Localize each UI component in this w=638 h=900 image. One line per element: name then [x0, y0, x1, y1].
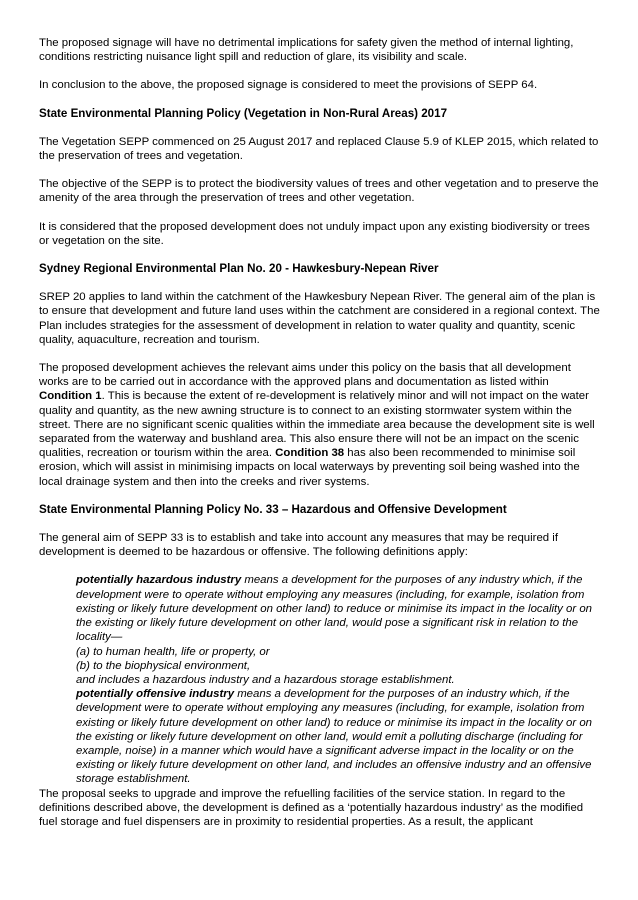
- definition-term: potentially hazardous industry: [76, 574, 242, 587]
- heading-vegetation-sepp: State Environmental Planning Policy (Vegetation in Non-Rural Areas) 2017: [39, 106, 448, 120]
- definition-term: potentially offensive industry: [76, 688, 235, 701]
- definition-text: means a development for the purposes of an industry which, if the development were to operate without employing any measures (including, for example, isolation from existing or likely future development on other land) to reduce or minimise its impact in the locality or on the existing or likely future development on other land, would emit a polluting discharge (including for example, noise) in a manner which would have a significant adverse impact in the locality or on the existing or likely future development on other land, and includes an offensive industry and an offensive storage establishment.: [76, 688, 592, 786]
- text-run: . This is because the extent of re-development is relatively minor and will not impact on the water quality and quantity, as the new awning structure is to connect to an existing stormwater system within the street. There are no significant scenic qualities within the immediate area because the development site is well separated from the waterway and bushland area. This also ensure there will not be an impact on the scenic qualities, recreation or tourism within the area.: [39, 390, 595, 460]
- paragraph-vegetation-impact: It is considered that the proposed development does not unduly impact upon any existing biodiversity or trees or vegetation on the site.: [39, 220, 590, 247]
- definition-offensive: [76, 687, 601, 786]
- document-page: [39, 36, 601, 829]
- text-run: The proposed development achieves the relevant aims under this policy on the basis that all development works are to be carried out in accordance with the approved plans and documentation as listed within: [39, 362, 571, 389]
- condition-reference: Condition 38: [275, 447, 345, 460]
- definition-hazardous: [76, 573, 601, 644]
- definition-block: [76, 573, 601, 786]
- paragraph-signage-safety: The proposed signage will have no detrimental implications for safety given the method of internal lighting, conditions restricting nuisance light spill and reduction of glare, its visibility and scale.: [39, 37, 574, 64]
- paragraph-proposal-upgrade: The proposal seeks to upgrade and improve the refuelling facilities of the service station. In regard to the definitions described above, the development is defined as a ‘potentially hazardous industry’ as the modified fuel storage and fuel dispensers are in proximity to residential properties. As a result, the applicant: [39, 787, 584, 828]
- heading-sepp33: State Environmental Planning Policy No. 33 – Hazardous and Offensive Development: [39, 502, 507, 516]
- paragraph-srep20-assessment: [39, 361, 601, 489]
- condition-reference: Condition 1: [39, 390, 102, 403]
- definition-text: means a development for the purposes of any industry which, if the development were to operate without employing any measures (including, for example, isolation from existing or likely future development on other land) to reduce or minimise its impact in the locality or on the existing or likely future development on other land, would pose a significant risk in relation to the locality—: [76, 574, 592, 644]
- heading-srep20: Sydney Regional Environmental Plan No. 20 - Hawkesbury-Nepean River: [39, 262, 439, 276]
- paragraph-srep20-applies: SREP 20 applies to land within the catchment of the Hawkesbury Nepean River. The general aim of the plan is to ensure that development and future land uses within the catchment are considered in a regional context. The Plan includes strategies for the assessment of development in relation to water quality and quantity, scenic quality, aquaculture, recreation and tourism.: [39, 291, 600, 346]
- paragraph-vegetation-commenced: The Vegetation SEPP commenced on 25 August 2017 and replaced Clause 5.9 of KLEP 2015, which related to the preservation of trees and vegetation.: [39, 135, 599, 163]
- definition-hazardous-end: and includes a hazardous industry and a hazardous storage establishment.: [76, 673, 455, 686]
- definition-item-b: (b) to the biophysical environment,: [76, 659, 251, 672]
- paragraph-sepp33-aim: The general aim of SEPP 33 is to establish and take into account any measures that may be required if development is deemed to be hazardous or offensive. The following definitions apply:: [39, 532, 558, 559]
- text-run: has also been recommended to minimise soil erosion, which will assist in minimising impacts on local waterways by preventing soil being washed into the local drainage system and then into the creeks and river systems.: [39, 447, 580, 488]
- paragraph-sepp64-conclusion: In conclusion to the above, the proposed signage is considered to meet the provisions of SEPP 64.: [39, 79, 538, 92]
- definition-item-a: (a) to human health, life or property, or: [76, 645, 270, 658]
- paragraph-vegetation-objective: The objective of the SEPP is to protect the biodiversity values of trees and other vegetation and to preserve the amenity of the area through the preservation of trees and other vegetation.: [39, 178, 599, 205]
